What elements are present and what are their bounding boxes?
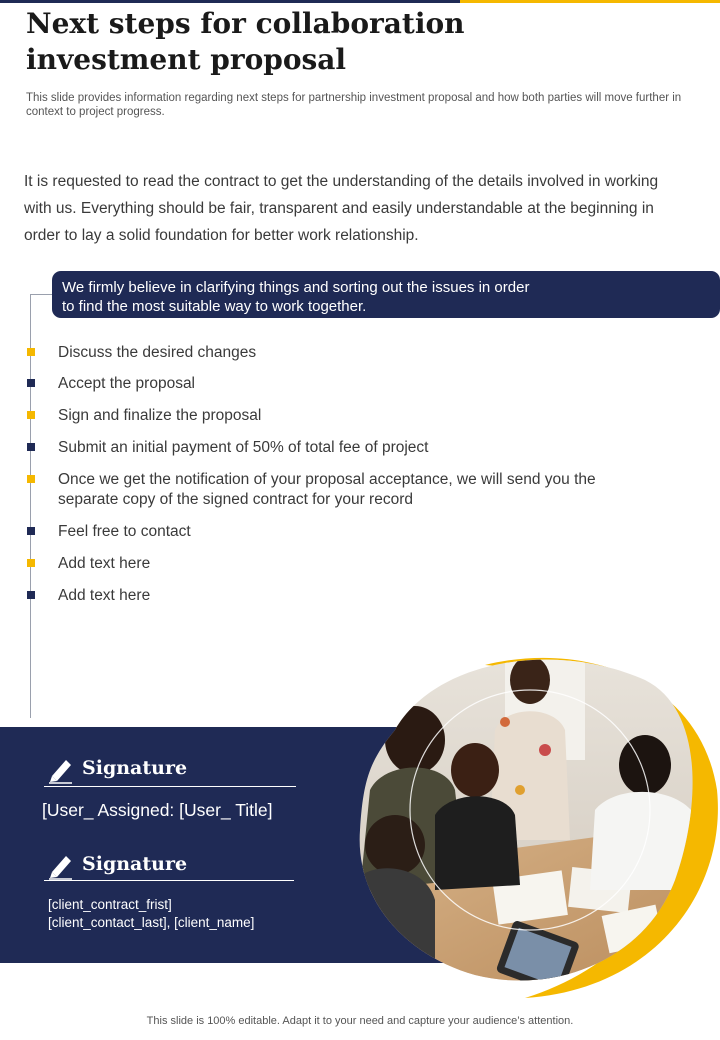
page-subtitle: This slide provides information regarding next steps for partnership investment proposal and how both parties will move further in context to project progress.: [26, 92, 682, 118]
title-line-2: investment proposal: [26, 43, 347, 76]
bullet-marker: [27, 527, 35, 535]
step-text: Add text here: [58, 587, 151, 604]
pen-icon: [46, 754, 76, 784]
signature-user-assigned[interactable]: [User_ Assigned: [User_ Title]: [42, 800, 273, 820]
bullet-marker: [27, 475, 35, 483]
step-item: [58, 522, 618, 542]
top-rule-gold: [460, 0, 720, 3]
step-item: [58, 343, 618, 363]
step-text: Accept the proposal: [58, 375, 196, 392]
pen-icon: [46, 850, 76, 880]
step-item: [58, 586, 618, 606]
step-item: [58, 470, 598, 510]
team-meeting-photo: [355, 640, 720, 1000]
signature-label-1: Signature: [82, 757, 188, 779]
step-text: Sign and finalize the proposal: [58, 407, 262, 424]
timeline-line: [30, 294, 31, 718]
timeline-cap: [30, 294, 52, 295]
step-text: Discuss the desired changes: [58, 344, 257, 361]
step-item: [58, 554, 618, 574]
client-contact-last[interactable]: [client_contact_last], [client_name]: [48, 915, 255, 930]
bullet-marker: [27, 379, 35, 387]
client-contract-first[interactable]: [client_contract_frist]: [48, 897, 172, 912]
signature-line-1: [44, 786, 296, 787]
step-item: [58, 374, 618, 394]
signature-label-2: Signature: [82, 853, 188, 875]
bullet-marker: [27, 443, 35, 451]
bullet-marker: [27, 348, 35, 356]
step-item: [58, 438, 618, 458]
callout-box: [52, 271, 720, 318]
step-text: Once we get the notification of your proposal acceptance, we will send you the separate copy of the signed contract for your record: [58, 471, 596, 508]
step-text: Submit an initial payment of 50% of total fee of project: [58, 439, 429, 456]
step-item: [58, 406, 618, 426]
footer-note: This slide is 100% editable. Adapt it to your need and capture your audience’s attention.: [146, 1015, 574, 1027]
step-text: Feel free to contact: [58, 523, 191, 540]
callout-text: We firmly believe in clarifying things and sorting out the issues in order to find the most suitable way to work together.: [62, 279, 530, 315]
top-rule-dark: [0, 0, 460, 3]
signature-line-2: [44, 880, 294, 881]
bullet-marker: [27, 591, 35, 599]
bullet-marker: [27, 411, 35, 419]
bullet-marker: [27, 559, 35, 567]
intro-paragraph: It is requested to read the contract to get the understanding of the details involved in working with us. Everything should be fair, transparent and easily understandable at the beginning in order to lay a solid foundation for better work relationship.: [24, 173, 659, 244]
step-text: Add text here: [58, 555, 151, 572]
title-line-1: Next steps for collaboration: [26, 7, 465, 40]
photo-content: [355, 640, 720, 1000]
page-title: [26, 6, 546, 78]
